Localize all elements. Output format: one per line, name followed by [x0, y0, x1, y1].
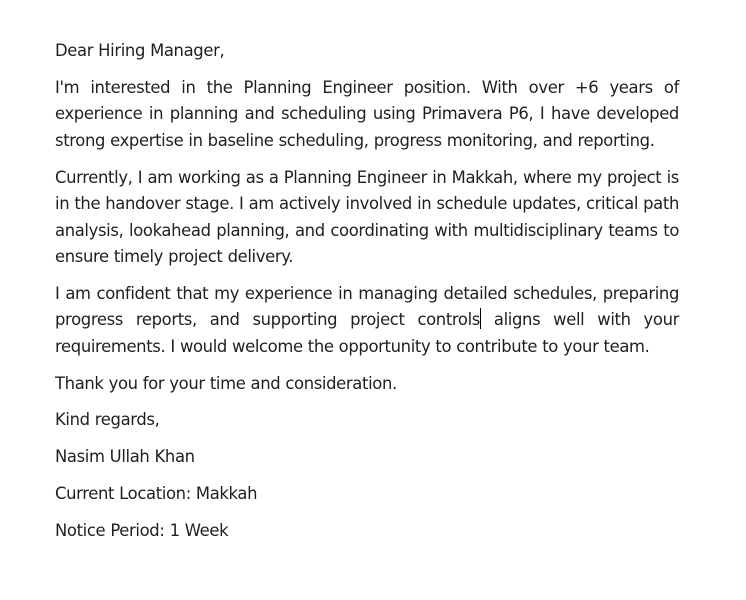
paragraph-current-role: Currently, I am working as a Planning Engineer in Makkah, where my project is in the handover stage. I am actively involved in schedule updates, critical path analysis, lookahead planning, and coordinating with multidisciplinary teams to ensure timely project delivery. [55, 167, 679, 266]
thanks-line: Thank you for your time and consideration. [55, 373, 397, 393]
paragraph-experience: I'm interested in the Planning Engineer position. With over +6 years of experience in planning and scheduling using Primavera P6, I have developed strong expertise in baseline scheduling, progress monitoring, and reporting. [55, 77, 679, 150]
paragraph-confidence-part-2: aligns well with your requirements. I would welcome the opportunity to contribute to your team. [55, 310, 679, 356]
closing-line: Kind regards, [55, 410, 160, 429]
current-location: Current Location: Makkah [55, 484, 258, 503]
signature-name: Nasim Ullah Khan [55, 447, 195, 466]
paragraph-confidence-part-1: I am confident that my experience in managing detailed schedules, preparing progress reports, and supporting project controls [55, 283, 679, 329]
salutation: Dear Hiring Manager, [55, 41, 225, 60]
document-page[interactable] [55, 38, 679, 545]
notice-period: Notice Period: 1 Week [55, 521, 229, 540]
paragraph-confidence [55, 281, 679, 361]
